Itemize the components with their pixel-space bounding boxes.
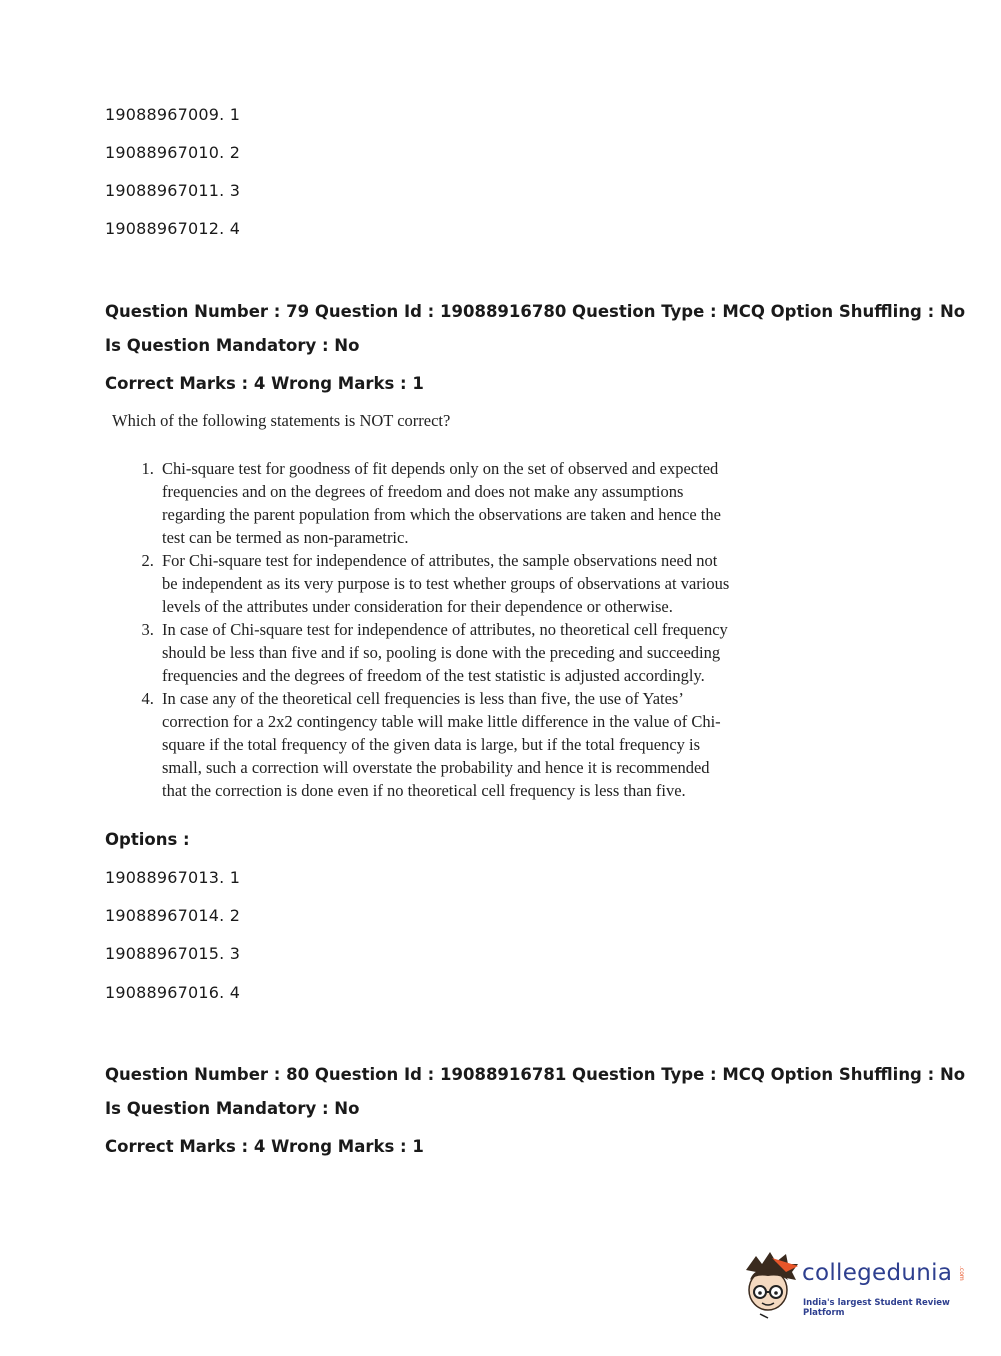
question-79-marks: Correct Marks : 4 Wrong Marks : 1 — [105, 374, 424, 393]
option-line: 19088967012. 4 — [105, 219, 241, 238]
brand-tagline: India's largest Student Review Platform — [803, 1298, 950, 1318]
statement-4: 4. In case any of the theoretical cell frequencies is less than five, the use of Yates’ correction for a 2x2 contingency table will make little difference in the value of Chi-square if the total frequency of the given data is large, but if the total frequency is small, such a correction will overstate the probability and hence it is recommended that the correction is done even if no theoretical cell frequency is less than five. — [158, 687, 732, 802]
brand-dotcom: .com — [958, 1266, 965, 1281]
question-79-body — [112, 410, 732, 802]
statement-1: 1. Chi-square test for goodness of fit depends only on the set of observed and expected frequencies and on the degrees of freedom and does not make any assumptions regarding the parent population from which the observations are taken and hence the test can be termed as non-parametric. — [158, 457, 732, 549]
option-line: 19088967009. 1 — [105, 105, 241, 124]
question-80-header: Question Number : 80 Question Id : 19088916781 Question Type : MCQ Option Shuffling : No — [105, 1065, 966, 1084]
option-line: 19088967016. 4 — [105, 983, 241, 1002]
brand-name: collegedunia — [802, 1260, 953, 1286]
option-line: 19088967011. 3 — [105, 181, 241, 200]
option-line: 19088967014. 2 — [105, 906, 241, 925]
options-label: Options : — [105, 830, 190, 849]
option-line: 19088967013. 1 — [105, 868, 241, 887]
question-80-marks: Correct Marks : 4 Wrong Marks : 1 — [105, 1137, 424, 1156]
student-mascot-icon — [742, 1250, 800, 1320]
statement-3: 3. In case of Chi-square test for independence of attributes, no theoretical cell frequency should be less than five and if so, pooling is done with the preceding and succeeding frequencies and the degrees of freedom of the test statistic is adjusted accordingly. — [158, 618, 732, 687]
question-79-header: Question Number : 79 Question Id : 19088916780 Question Type : MCQ Option Shuffling : No — [105, 302, 966, 321]
option-line: 19088967015. 3 — [105, 944, 241, 963]
question-prompt: Which of the following statements is NOT correct? — [112, 411, 451, 430]
option-line: 19088967010. 2 — [105, 143, 241, 162]
statement-list — [112, 457, 732, 802]
question-79-mandatory: Is Question Mandatory : No — [105, 336, 360, 355]
question-80-mandatory: Is Question Mandatory : No — [105, 1099, 360, 1118]
statement-2: 2. For Chi-square test for independence of attributes, the sample observations need not be independent as its very purpose is to test whether groups of observations at various levels of the attributes under consideration for their dependence or otherwise. — [158, 549, 732, 618]
collegedunia-logo — [742, 1250, 972, 1320]
